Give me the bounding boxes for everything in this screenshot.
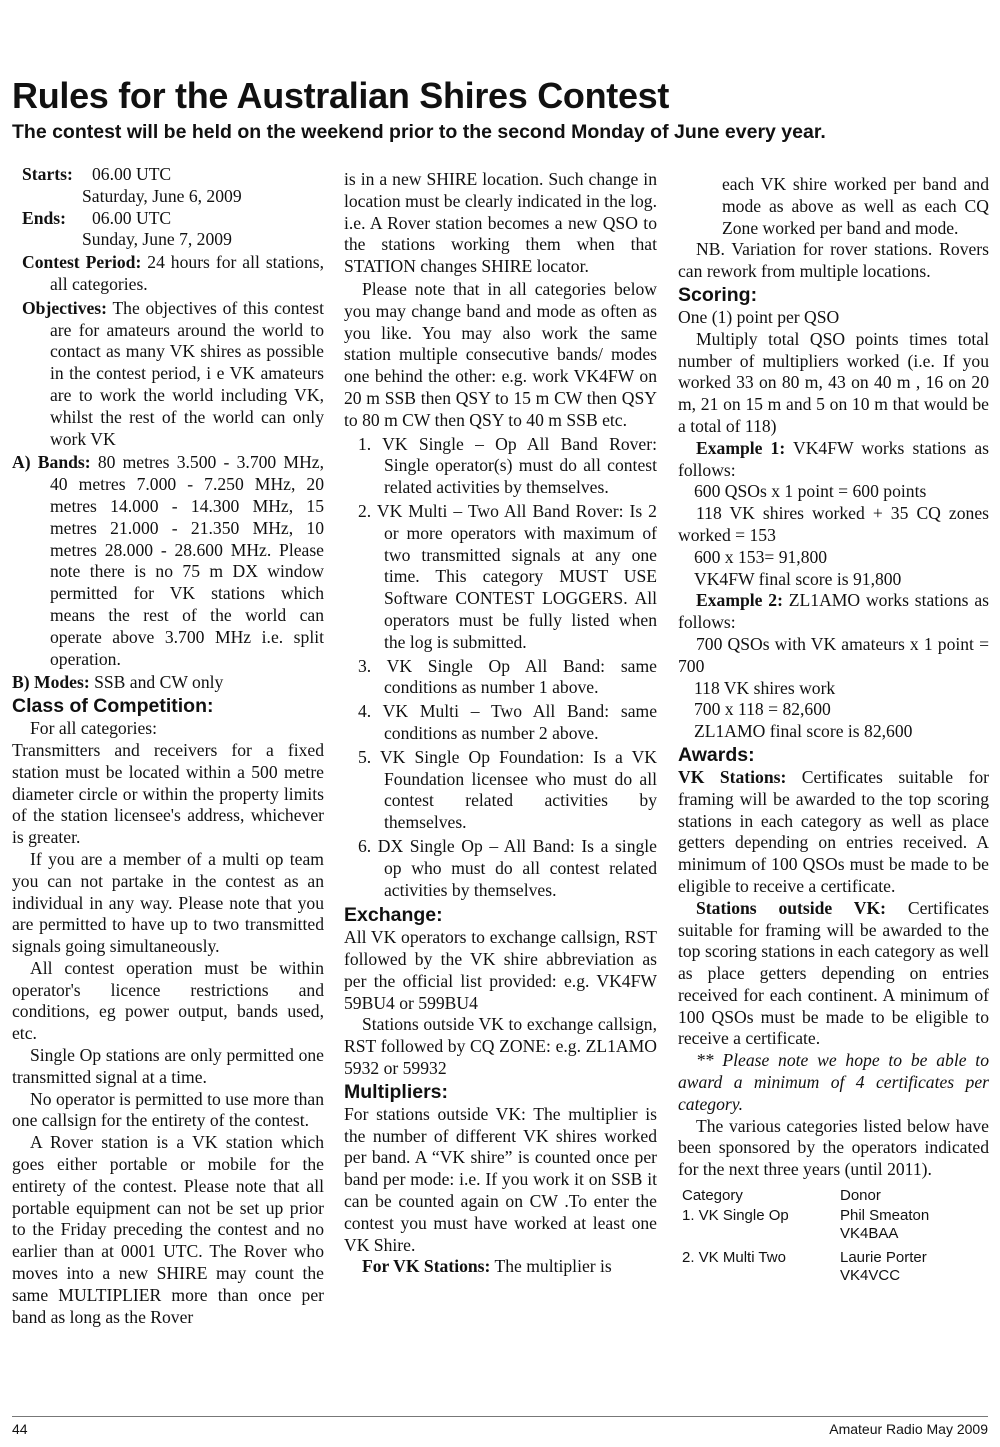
multipliers-p1: For stations outside VK: The multiplier is the number of different VK shires worked per band. A “VK shire” is counted once per band per mode: i.e. If you work it on SSB it can be counted again on CW .To enter the contest you must have worked at least one VK Shire. [344, 1103, 657, 1255]
example-2-text: ZL1AMO works stations as follows: [678, 590, 989, 633]
category-text: DX Single Op – All Band: Is a single op who must do all contest related activities by themselves. [377, 835, 657, 900]
scoring-p1: One (1) point per QSO [678, 306, 840, 327]
exchange-p1: All VK operators to exchange callsign, RST followed by the VK shire abbreviation as per the official list provided: e.g. VK4FW 59BU4 or 599BU4 [344, 927, 657, 1013]
example-1-line: 118 VK shires worked + 35 CQ zones worked = 153 [678, 503, 989, 545]
column-2 [344, 169, 657, 1278]
exchange-p2: Stations outside VK to exchange callsign, RST followed by CQ ZONE: e.g. ZL1AMO 5932 or 59932 [344, 1014, 657, 1079]
donor-callsign: VK4BAA [840, 1225, 899, 1243]
modes-text: SSB and CW only [94, 672, 224, 693]
class-p1: Transmitters and receivers for a fixed station must be located within a 500 metre diameter circle or within the property limits of the station licensee's address, whichever is greater. [12, 739, 324, 848]
scoring-heading: Scoring: [678, 283, 758, 306]
donor-name-text: Laurie Porter [840, 1249, 927, 1267]
certificate-note: ** Please note we hope to be able to award a minimum of 4 certificates per category. [678, 1050, 989, 1114]
starts-date: Saturday, June 6, 2009 [82, 185, 242, 206]
modes-label: B) Modes: [12, 672, 90, 693]
sponsors-text: The various categories listed below have been sponsored by the operators indicated for the next three years (until 2011). [678, 1115, 989, 1180]
column-3 [678, 174, 989, 1287]
article-subtitle: The contest will be held on the weekend prior to the second Monday of June every year. [12, 121, 826, 143]
outside-vk-text: Certificates suitable for framing will be awarded to the top scoring stations in each category as well as place getters depending on entries received for each continent. A minimum of 100 QSOs must be made to be eligible to receive a certificate. [678, 897, 989, 1049]
footer-divider [12, 1416, 988, 1417]
donor-name [840, 1245, 929, 1287]
example-2-line: 700 QSOs with VK amateurs x 1 point = 700 [678, 633, 989, 676]
donor-table-header [682, 1187, 929, 1207]
period-text: 24 hours for all stations, all categories. [50, 252, 324, 294]
category-item [344, 701, 657, 745]
example-1 [678, 438, 989, 482]
rover-variation: NB. Variation for rover stations. Rovers can rework from multiple locations. [678, 239, 989, 282]
ends-line [12, 208, 324, 230]
multipliers-heading: Multipliers: [344, 1080, 449, 1103]
category-number: 2. [358, 500, 372, 521]
category-number: 6. [358, 835, 372, 856]
class-p2: If you are a member of a multi op team you can not partake in the contest as an individual in any way. Please note that you are permitted to have up to two transmitted signals going simultaneously. [12, 848, 324, 957]
example-2 [678, 590, 989, 634]
class-p5: No operator is permitted to use more than one callsign for the entirety of the contest. [12, 1088, 324, 1131]
example-2-label: Example 2: [696, 590, 783, 611]
category-number: 5. [358, 746, 372, 767]
modes [12, 672, 324, 694]
exchange-heading: Exchange: [344, 904, 443, 927]
category-item [344, 501, 657, 654]
outside-vk-label: Stations outside VK: [696, 897, 887, 918]
objectives-label: Objectives: [22, 297, 108, 318]
donor-table [682, 1187, 929, 1287]
category-number: 1. [358, 433, 372, 454]
period-label: Contest Period: [22, 252, 142, 273]
starts-label: Starts: [22, 164, 73, 184]
donor-table-row [682, 1207, 929, 1245]
example-1-line: 600 x 153= 91,800 [694, 546, 828, 567]
ends-label: Ends: [22, 207, 67, 228]
objectives [12, 298, 324, 451]
category-text: VK Multi – Two All Band: same conditions as number 2 above. [382, 701, 658, 743]
vk-award-text: Certificates suitable for framing will be awarded to the top scoring stations in each category as well as place getters depending on entries received. A minimum of 100 QSOs must be made to be eligible to receive a certificate. [678, 766, 990, 896]
class-p6: A Rover station is a VK station which goes either portable or mobile for the entirety of the contest. Please note that all portable equipment can not be set up prior to the Friday preceding the contest and no earlier than at 0001 UTC. The Rover who moves into a new SHIRE may count the same MULTIPLIER more than once per band as long as the Rover [12, 1132, 324, 1327]
category-item [344, 836, 657, 901]
band-change-note: Please note that in all categories below you may change band and mode as often as you like. You may also work the same station multiple consecutive bands/ modes one behind the other: e.g. work VK4FW on 20 m SSB then QSY to 15 m CW then QSY to 80 m CW then QSY to 40 m SSB etc. [344, 278, 657, 430]
awards-heading: Awards: [678, 743, 755, 766]
example-2-line: 700 x 118 = 82,600 [694, 699, 831, 720]
outside-vk-award [678, 898, 989, 1051]
class-p3: All contest operation must be within operator's licence restrictions and conditions, eg power output, bands used, etc. [12, 957, 324, 1044]
page-number: 44 [12, 1421, 28, 1437]
ends-value: 06.00 UTC [92, 207, 172, 228]
starts-value: 06.00 UTC [92, 164, 172, 184]
example-2-line: ZL1AMO final score is 82,600 [694, 721, 913, 742]
bands [12, 452, 324, 670]
vk-award-label: VK Stations: [678, 766, 787, 787]
class-p4: Single Op stations are only permitted one transmitted signal at a time. [12, 1045, 324, 1087]
category-item [344, 656, 657, 700]
donor-category: 1. VK Single Op [682, 1207, 789, 1225]
example-1-text: VK4FW works stations as follows: [678, 437, 989, 480]
category-item [344, 747, 657, 834]
starts-line [12, 164, 324, 186]
rover-continued: is in a new SHIRE location. Such change in location must be clearly indicated in the log. i.e. A Rover station becomes a new QSO to the stations working them when that STATION changes SHIRE locator. [344, 169, 657, 277]
donor-name-text: Phil Smeaton [840, 1207, 930, 1225]
example-2-line: 118 VK shires work [694, 677, 836, 698]
category-text: VK Single – Op All Band Rover: Single operator(s) must do all contest related activities by themselves. [382, 433, 657, 498]
class-heading: Class of Competition: [12, 695, 214, 718]
column-1 [12, 164, 324, 1328]
example-1-label: Example 1: [696, 437, 786, 458]
donor-name [840, 1207, 929, 1245]
vk-stations-award [678, 767, 989, 898]
category-column-header: Category [682, 1187, 743, 1205]
vk-stations-text: The multiplier is [494, 1256, 612, 1277]
example-1-line: VK4FW final score is 91,800 [694, 568, 902, 589]
example-1-line: 600 QSOs x 1 point = 600 points [694, 481, 927, 502]
article-title: Rules for the Australian Shires Contest [12, 75, 670, 116]
ends-date: Sunday, June 7, 2009 [82, 229, 232, 250]
donor-table-row [682, 1245, 929, 1287]
category-text: VK Single Op All Band: same conditions as number 1 above. [384, 655, 657, 698]
category-item [344, 434, 657, 499]
category-number: 4. [358, 701, 372, 722]
category-text: VK Single Op Foundation: Is a VK Foundation licensee who must do all contest related activities by themselves. [379, 746, 657, 833]
objectives-text: The objectives of this contest are for amateurs around the world to contact as many VK shires as possible in the contest period, i e VK amateurs are to work the world including VK, whilst the rest of the world can only work VK [50, 297, 324, 449]
donor-category: 2. VK Multi Two [682, 1249, 786, 1267]
multiplier-continued: each VK shire worked per band and mode as above as well as each CQ Zone worked per band and mode. [722, 174, 989, 238]
vk-stations-label: For VK Stations: [362, 1256, 491, 1277]
bands-label: A) Bands: [12, 452, 91, 473]
vk-stations-multiplier [344, 1256, 657, 1278]
class-intro: For all categories: [30, 718, 158, 739]
category-list [344, 434, 657, 902]
category-number: 3. [358, 655, 372, 676]
scoring-p2: Multiply total QSO points times total number of multipliers worked (i.e. If you worked 33 on 80 m, 43 on 40 m , 16 on 20 m, 21 on 15 m and 5 on 10 m that would be a total of 118) [678, 328, 989, 436]
donor-column-header: Donor [840, 1187, 881, 1205]
donor-callsign: VK4VCC [840, 1267, 901, 1285]
magazine-issue: Amateur Radio May 2009 [829, 1421, 988, 1437]
category-text: VK Multi – Two All Band Rover: Is 2 or more operators with maximum of two transmitted signals at any one time. This category MUST USE Software CONTEST LOGGERS. All operators must be fully listed when the log is submitted. [376, 500, 657, 652]
bands-text: 80 metres 3.500 - 3.700 MHz, 40 metres 7.000 - 7.250 MHz, 20 metres 14.000 - 14.300 MHz, 15 metres 21.000 - 21.350 MHz, 10 metres 28.000 - 28.600 MHz. Please note there is no 75 m DX window permitted for VK stations which means the rest of the world can operate above 3.700 MHz i.e. split operation. [50, 452, 324, 669]
contest-period [12, 252, 324, 296]
